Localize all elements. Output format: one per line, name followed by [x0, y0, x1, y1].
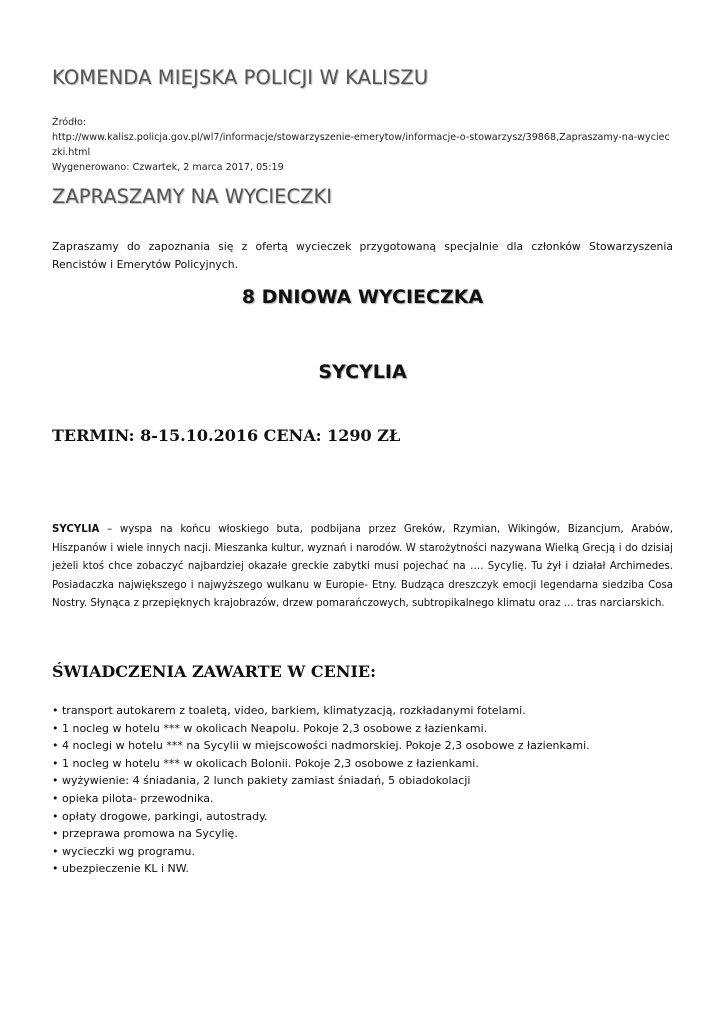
description-text: – wyspa na końcu włoskiego buta, podbijana przez Greków, Rzymian, Wikingów, Bizancjum, Arabów, Hiszpanów i wiele innych nacji. Mieszanka kultur, wyznań i narodów. W starożytności nazywana Wielką Grecją i do dzisiaj jeżeli ktoś chce zobaczyć najbardziej okazałe greckie zabytki musi pojechać na …. Sycylię. Tu żył i działał Archimedes. Posiadaczka największego i najwyższego wulkanu w Europie- Etny. Budząca dreszczyk emocji legendarna siedziba Cosa Nostry. Słynąca z przepięknych krajobrazów, drzew pomarańczowych, subtropikalnego klimatu oraz ... tras narciarskich.	[52, 524, 673, 609]
list-item: • 1 nocleg w hotelu *** w okolicach Neapolu. Pokoje 2,3 osobowe z łazienkami.	[52, 721, 488, 735]
intro-paragraph: Zapraszamy do zapoznania się z ofertą wycieczek przygotowaną specjalnie dla członków Stowarzyszenia Rencistów i Emerytów Policyjnych.	[52, 240, 673, 271]
list-item: • wyżywienie: 4 śniadania, 2 lunch pakiety zamiast śniadań, 5 obiadokolacji	[52, 774, 471, 788]
benefits-list	[52, 702, 673, 878]
generated-date: Wygenerowano: Czwartek, 2 marca 2017, 05:19	[52, 162, 284, 173]
article-title: ZAPRASZAMY NA WYCIECZKI	[52, 185, 333, 208]
site-title: KOMENDA MIEJSKA POLICJI W KALISZU	[52, 66, 429, 89]
list-item: • opieka pilota- przewodnika.	[52, 791, 214, 805]
benefits-title: ŚWIADCZENIA ZAWARTE W CENIE:	[52, 662, 377, 681]
list-item: • wycieczki wg programu.	[52, 844, 196, 858]
description-lead: SYCYLIA	[52, 524, 100, 535]
term-price: TERMIN: 8-15.10.2016 CENA: 1290 ZŁ	[52, 426, 401, 445]
list-item: • 1 nocleg w hotelu *** w okolicach Bolonii. Pokoje 2,3 osobowe z łazienkami.	[52, 756, 479, 770]
source-meta	[52, 115, 673, 175]
list-item: • przeprawa promowa na Sycylię.	[52, 827, 238, 841]
list-item: • ubezpieczenie KL i NW.	[52, 862, 189, 876]
source-url[interactable]: http://www.kalisz.policja.gov.pl/wl7/informacje/stowarzyszenie-emerytow/informacje-o-stowarzysz/39868,Zapraszamy-na-wycieczki.html	[52, 132, 670, 158]
trip-heading: 8 DNIOWA WYCIECZKA	[241, 286, 484, 308]
description-paragraph	[52, 521, 673, 614]
list-item: • 4 noclegi w hotelu *** na Sycylii w miejscowości nadmorskiej. Pokoje 2,3 osobowe z łazienkami.	[52, 739, 590, 753]
destination-heading: SYCYLIA	[318, 361, 407, 383]
list-item: • opłaty drogowe, parkingi, autostrady.	[52, 809, 268, 823]
list-item: • transport autokarem z toaletą, video, barkiem, klimatyzacją, rozkładanymi fotelami.	[52, 704, 526, 717]
source-label: Źródło:	[52, 117, 87, 128]
